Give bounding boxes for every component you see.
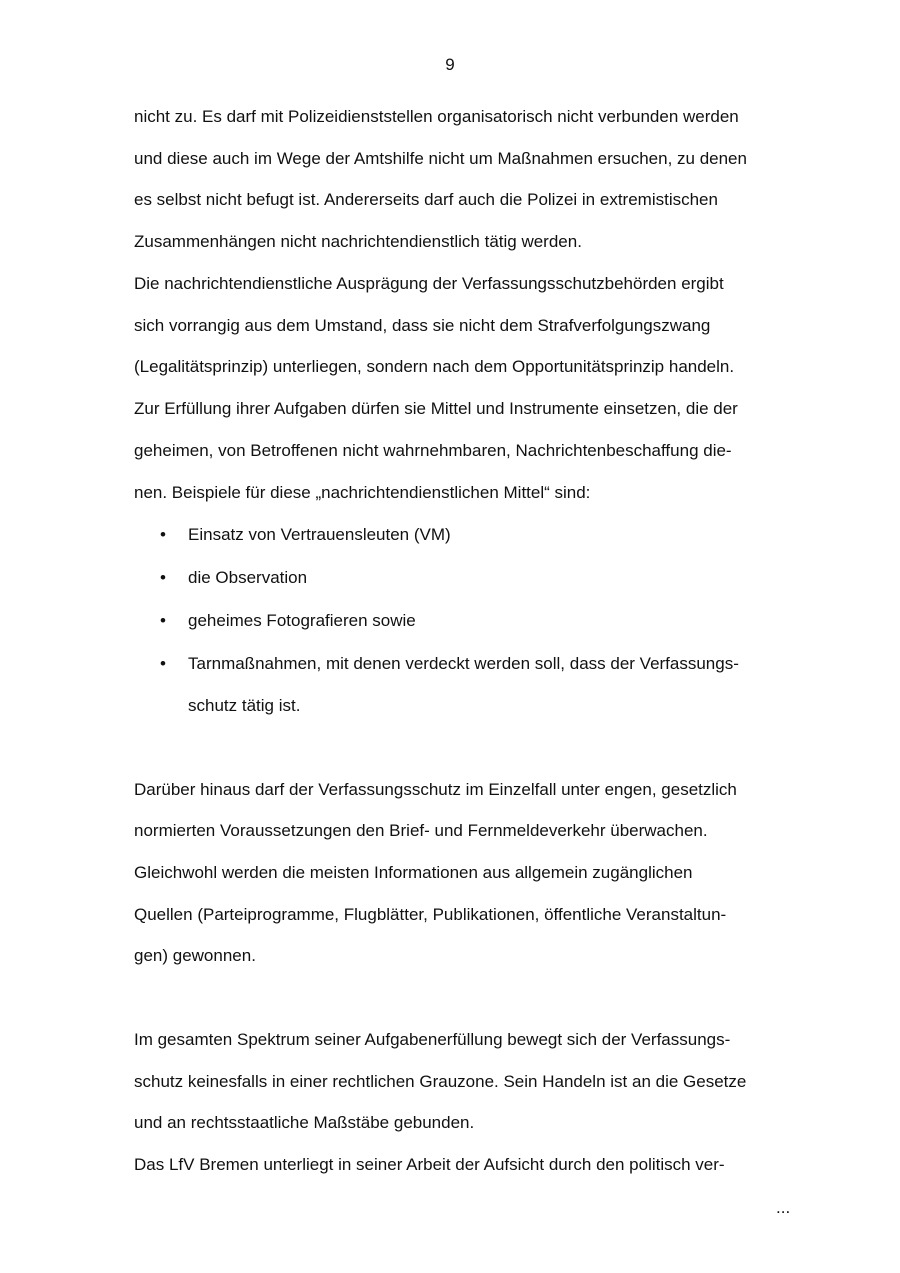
body-line: Die nachrichtendienstliche Ausprägung der Verfassungsschutzbehörden ergibt [134, 274, 724, 293]
body-line: nen. Beispiele für diese „nachrichtendienstlichen Mittel“ sind: [134, 483, 591, 502]
body-line: geheimen, von Betroffenen nicht wahrnehmbaren, Nachrichtenbeschaffung die- [134, 441, 732, 460]
body-line: sich vorrangig aus dem Umstand, dass sie nicht dem Strafverfolgungszwang [134, 316, 711, 335]
bullet-marker: • [160, 525, 166, 544]
list-item-text: Einsatz von Vertrauensleuten (VM) [188, 525, 451, 544]
page-number: 9 [445, 55, 455, 74]
bullet-marker: • [160, 568, 166, 587]
body-line: und an rechtsstaatliche Maßstäbe gebunden. [134, 1113, 475, 1132]
list-item-text: geheimes Fotografieren sowie [188, 611, 416, 630]
body-line: gen) gewonnen. [134, 946, 256, 965]
body-line: (Legalitätsprinzip) unterliegen, sondern nach dem Opportunitätsprinzip handeln. [134, 357, 735, 376]
body-line: es selbst nicht befugt ist. Andererseits darf auch die Polizei in extremistischen [134, 190, 718, 209]
body-line: nicht zu. Es darf mit Polizeidienststellen organisatorisch nicht verbunden werden [134, 107, 739, 126]
list-item-text: die Observation [188, 568, 308, 587]
body-line: Zur Erfüllung ihrer Aufgaben dürfen sie Mittel und Instrumente einsetzen, die der [134, 399, 738, 418]
body-line: Gleichwohl werden die meisten Informationen aus allgemein zugänglichen [134, 863, 693, 882]
bullet-marker: • [160, 611, 166, 630]
body-line: Quellen (Parteiprogramme, Flugblätter, Publikationen, öffentliche Veranstaltun- [134, 905, 727, 924]
list-item-text: schutz tätig ist. [188, 696, 301, 715]
continuation-mark: ... [776, 1198, 791, 1217]
body-line: Zusammenhängen nicht nachrichtendienstlich tätig werden. [134, 232, 582, 251]
body-line: und diese auch im Wege der Amtshilfe nicht um Maßnahmen ersuchen, zu denen [134, 149, 747, 168]
bullet-marker: • [160, 654, 166, 673]
list-item-text: Tarnmaßnahmen, mit denen verdeckt werden soll, dass der Verfassungs- [188, 654, 739, 673]
body-line: Im gesamten Spektrum seiner Aufgabenerfüllung bewegt sich der Verfassungs- [134, 1030, 731, 1049]
body-line: Das LfV Bremen unterliegt in seiner Arbeit der Aufsicht durch den politisch ver- [134, 1155, 725, 1174]
body-line: schutz keinesfalls in einer rechtlichen Grauzone. Sein Handeln ist an die Gesetze [134, 1072, 747, 1091]
body-line: normierten Voraussetzungen den Brief- und Fernmeldeverkehr überwachen. [134, 821, 708, 840]
body-line: Darüber hinaus darf der Verfassungsschutz im Einzelfall unter engen, gesetzlich [134, 780, 737, 799]
